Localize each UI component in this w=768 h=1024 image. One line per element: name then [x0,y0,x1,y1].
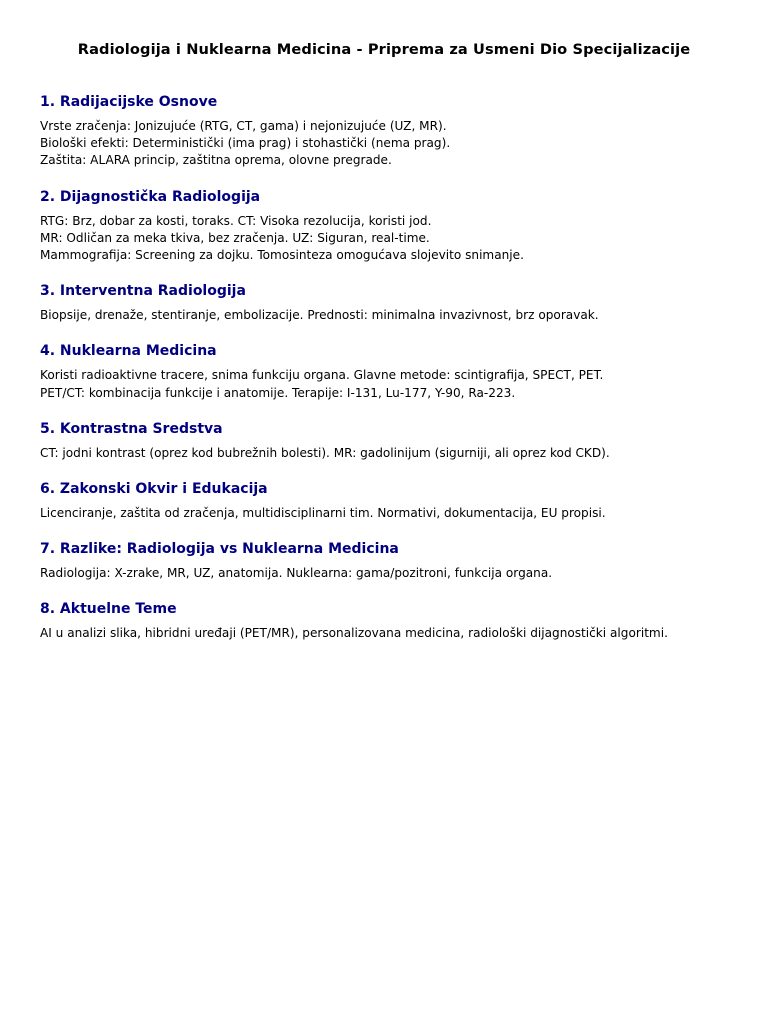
section-interventional-radiology [40,282,728,324]
section-current-topics [40,600,728,642]
body-line: CT: jodni kontrast (oprez kod bubrežnih bolesti). MR: gadolinijum (sigurniji, ali oprez kod CKD). [40,445,610,460]
section-heading: 8. Aktuelne Teme [40,601,177,618]
body-line: Licenciranje, zaštita od zračenja, multidisciplinarni tim. Normativi, dokumentacija, EU propisi. [40,506,606,521]
section-body [40,438,728,462]
body-line: Biološki efekti: Deterministički (ima prag) i stohastički (nema prag). [40,136,451,151]
section-radiation-basics [40,93,728,170]
section-heading: 5. Kontrastna Sredstva [40,420,223,437]
section-heading: 1. Radijacijske Osnove [40,94,218,110]
section-heading: 6. Zakonski Okvir i Edukacija [40,481,268,498]
section-body [40,360,728,401]
body-line: Koristi radioaktivne tracere, snima funkciju organa. Glavne metode: scintigrafija, SPECT, PET. [40,368,604,383]
section-heading: 4. Nuklearna Medicina [40,343,217,360]
section-diagnostic-radiology [40,188,728,265]
section-contrast-agents [40,420,728,462]
section-body [40,558,728,582]
section-legal-framework [40,480,728,522]
document-title: Radiologija i Nuklearna Medicina - Priprema za Usmeni Dio Specijalizacije [77,41,691,58]
body-line: Radiologija: X-zrake, MR, UZ, anatomija. Nuklearna: gama/pozitroni, funkcija organa. [40,566,553,581]
section-heading: 3. Interventna Radiologija [40,283,246,300]
body-line: MR: Odličan za meka tkiva, bez zračenja. UZ: Siguran, real-time. [40,230,430,245]
section-body [40,206,728,265]
body-line: Zaštita: ALARA princip, zaštitna oprema, olovne pregrade. [40,153,392,168]
section-body [40,300,728,324]
section-heading: 7. Razlike: Radiologija vs Nuklearna Medicina [40,541,399,558]
body-line: PET/CT: kombinacija funkcije i anatomije. Terapije: I-131, Lu-177, Y-90, Ra-223. [40,385,516,400]
body-line: RTG: Brz, dobar za kosti, toraks. CT: Visoka rezolucija, koristi jod. [40,213,432,228]
body-line: Mammografija: Screening za dojku. Tomosinteza omogućava slojevito snimanje. [40,248,524,263]
section-body [40,618,728,642]
section-nuclear-medicine [40,342,728,401]
section-differences [40,540,728,582]
section-body [40,111,728,170]
body-line: Biopsije, drenaže, stentiranje, embolizacije. Prednosti: minimalna invazivnost, brz oporavak. [40,308,599,323]
body-line: AI u analizi slika, hibridni uređaji (PET/MR), personalizovana medicina, radiološki dijagnostički algoritmi. [40,626,668,641]
section-heading: 2. Dijagnostička Radiologija [40,188,261,205]
body-line: Vrste zračenja: Jonizujuće (RTG, CT, gama) i nejonizujuće (UZ, MR). [40,119,447,133]
section-body [40,498,728,522]
